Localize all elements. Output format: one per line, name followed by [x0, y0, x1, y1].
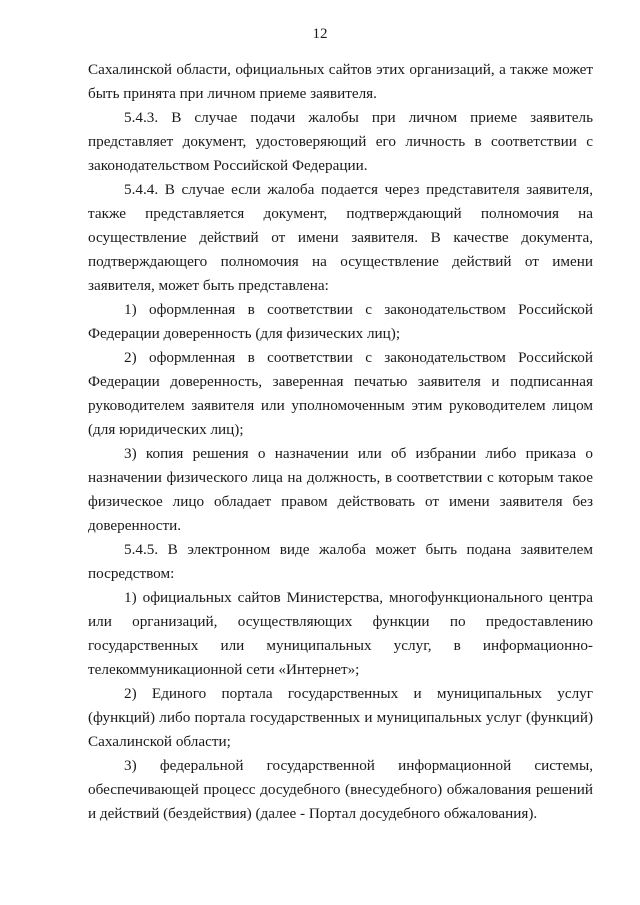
- list-item-official-websites: 1) официальных сайтов Министерства, многофункционального центра или организаций, осуществляющих функции по предоставлению государственных или муниципальных услуг, в информационно-телекоммуникационной сети «Интернет»;: [88, 589, 593, 678]
- paragraph-5-4-5: 5.4.5. В электронном виде жалоба может быть подана заявителем посредством:: [88, 541, 593, 582]
- list-item-power-of-attorney-legal-entities: 2) оформленная в соответствии с законодательством Российской Федерации доверенность, заверенная печатью заявителя и подписанная руководителем заявителя или уполномоченным этим руководителем лицом (для юридических лиц);: [88, 349, 593, 438]
- paragraph-5-4-3: 5.4.3. В случае подачи жалобы при личном приеме заявитель представляет документ, удостоверяющий его личность в соответствии с законодательством Российской Федерации.: [88, 109, 593, 174]
- paragraph-5-4-4: 5.4.4. В случае если жалоба подается через представителя заявителя, также представляется документ, подтверждающий полномочия на осуществление действий от имени заявителя. В качестве документа, подтверждающего полномочия на осуществление действий от имени заявителя, может быть представлена:: [88, 181, 593, 294]
- list-item-unified-portal: 2) Единого портала государственных и муниципальных услуг (функций) либо портала государственных и муниципальных услуг (функций) Сахалинской области;: [88, 685, 593, 750]
- paragraph-continuation: Сахалинской области, официальных сайтов этих организаций, а также может быть принята при личном приеме заявителя.: [88, 61, 593, 102]
- list-item-power-of-attorney-individuals: 1) оформленная в соответствии с законодательством Российской Федерации доверенность (для физических лиц);: [88, 301, 593, 342]
- list-item-federal-pretrial-system: 3) федеральной государственной информационной системы, обеспечивающей процесс досудебного (внесудебного) обжалования решений и действий (бездействия) (далее - Портал досудебного обжалования).: [88, 757, 593, 822]
- list-item-appointment-decision-copy: 3) копия решения о назначении или об избрании либо приказа о назначении физического лица на должность, в соответствии с которым такое физическое лицо обладает правом действовать от имени заявителя без доверенности.: [88, 445, 593, 534]
- page-number: 12: [312, 26, 328, 42]
- document-body: [88, 58, 593, 826]
